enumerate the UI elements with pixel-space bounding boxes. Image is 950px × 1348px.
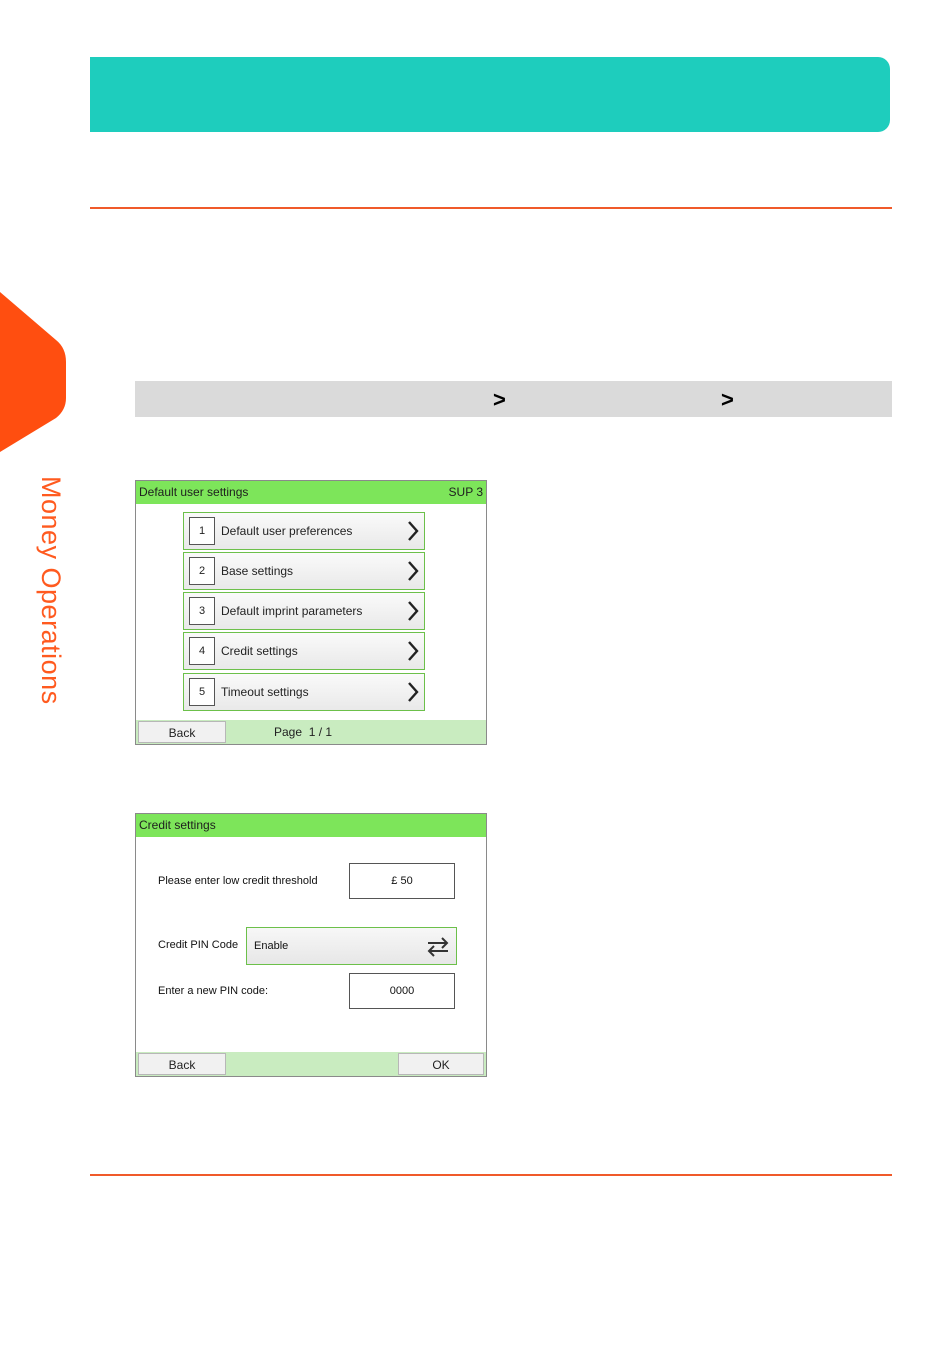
side-tab-label: Money Operations xyxy=(36,476,66,705)
top-divider xyxy=(90,207,892,209)
breadcrumb-separator: > xyxy=(493,387,506,412)
side-tab-shape xyxy=(0,292,66,452)
menu-item-number: 2 xyxy=(189,557,215,585)
menu-item-default-imprint-parameters[interactable] xyxy=(183,592,425,630)
chevron-right-icon xyxy=(406,520,420,542)
menu-item-number: 1 xyxy=(189,517,215,545)
chevron-right-icon xyxy=(406,640,420,662)
chevron-right-icon xyxy=(406,681,420,703)
screen-code: SUP 3 xyxy=(448,485,483,499)
menu-item-base-settings[interactable] xyxy=(183,552,425,590)
chevron-right-icon xyxy=(406,560,420,582)
new-pin-input[interactable]: 0000 xyxy=(349,973,455,1009)
menu-item-default-user-preferences[interactable] xyxy=(183,512,425,550)
menu-item-label: Default imprint parameters xyxy=(221,604,363,618)
new-pin-label: Enter a new PIN code: xyxy=(158,985,269,997)
ok-button[interactable]: OK xyxy=(398,1053,484,1075)
back-button[interactable]: Back xyxy=(138,1053,226,1075)
menu-item-timeout-settings[interactable] xyxy=(183,673,425,711)
chevron-right-icon xyxy=(406,600,420,622)
threshold-input[interactable]: £ 50 xyxy=(349,863,455,899)
menu-item-label: Default user preferences xyxy=(221,524,353,538)
header-bar xyxy=(90,57,890,132)
pin-code-state: Enable xyxy=(254,940,289,952)
credit-settings-screen xyxy=(135,813,487,1077)
screen-footer xyxy=(136,720,486,744)
menu-item-number: 5 xyxy=(189,678,215,706)
pin-code-toggle[interactable] xyxy=(246,927,457,965)
default-user-settings-screen xyxy=(135,480,487,745)
screen-footer xyxy=(136,1052,486,1076)
breadcrumb xyxy=(135,381,892,417)
pin-code-label: Credit PIN Code xyxy=(158,939,239,951)
menu-item-credit-settings[interactable] xyxy=(183,632,425,670)
screen-title: Default user settings xyxy=(139,485,249,499)
back-button[interactable]: Back xyxy=(138,721,226,743)
screen-titlebar xyxy=(136,481,486,504)
threshold-label: Please enter low credit threshold xyxy=(158,875,318,887)
screen-titlebar xyxy=(136,814,486,837)
screen-title: Credit settings xyxy=(139,818,216,832)
bottom-divider xyxy=(90,1174,892,1176)
swap-arrows-icon xyxy=(425,935,451,959)
menu-item-label: Credit settings xyxy=(221,644,298,658)
page-indicator: Page 1 / 1 xyxy=(274,725,333,739)
menu-item-label: Base settings xyxy=(221,564,294,578)
breadcrumb-separator: > xyxy=(721,387,734,412)
menu-item-number: 4 xyxy=(189,637,215,665)
menu-item-number: 3 xyxy=(189,597,215,625)
menu-item-label: Timeout settings xyxy=(221,685,309,699)
